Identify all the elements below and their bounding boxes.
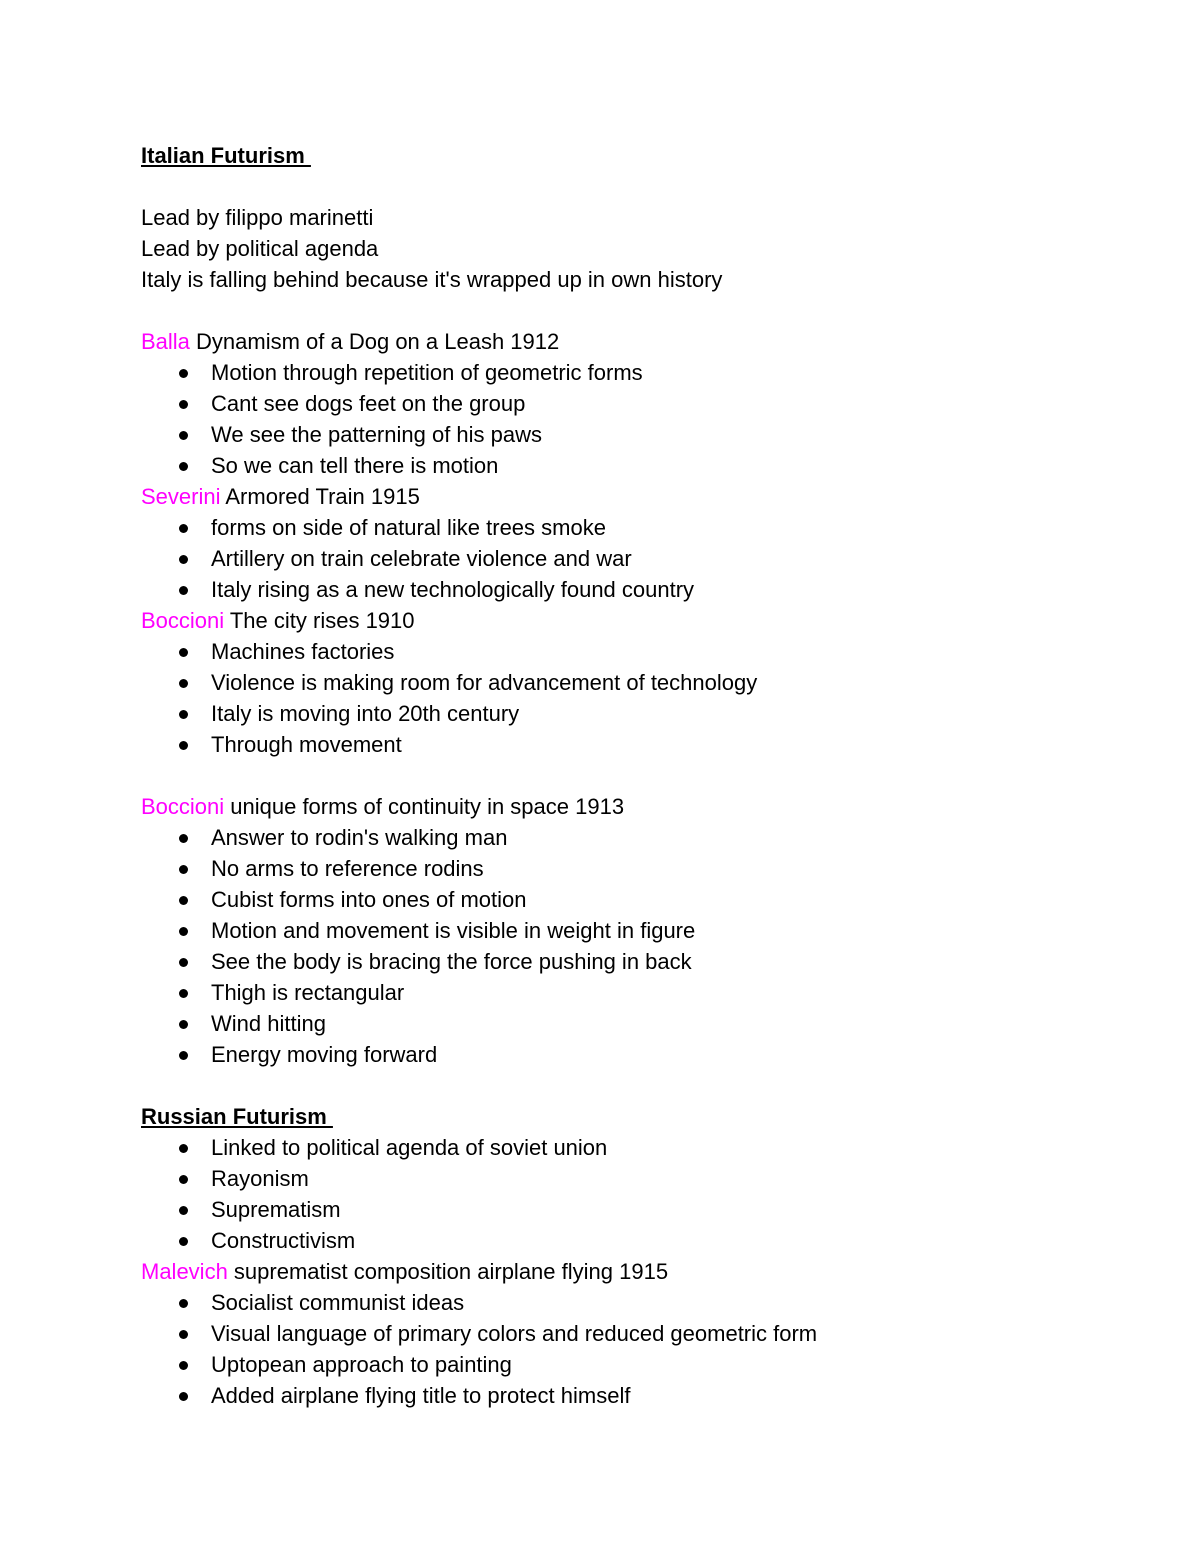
blank-line — [141, 760, 1101, 791]
list-item — [141, 822, 1101, 853]
bullet-icon — [179, 896, 188, 905]
list-item — [141, 1349, 1101, 1380]
list-item — [141, 1163, 1101, 1194]
list-item — [141, 419, 1101, 450]
list-item — [141, 636, 1101, 667]
document-body — [141, 140, 1101, 1411]
list-item-text: Through movement — [211, 732, 402, 757]
bullet-list — [141, 1132, 1101, 1256]
artist-name: Severini — [141, 484, 221, 509]
list-item-text: Visual language of primary colors and reduced geometric form — [211, 1321, 818, 1346]
blank-line — [141, 1070, 1101, 1101]
artwork-title: suprematist composition airplane flying 1915 — [227, 1259, 669, 1284]
list-item — [141, 1225, 1101, 1256]
bullet-icon — [179, 431, 188, 440]
list-item-text: Italy is moving into 20th century — [211, 701, 520, 726]
list-item — [141, 915, 1101, 946]
bullet-icon — [179, 710, 188, 719]
list-item-text: Artillery on train celebrate violence and war — [211, 546, 632, 571]
list-item-text: Socialist communist ideas — [211, 1290, 465, 1315]
artist-name: Malevich — [141, 1259, 228, 1284]
bullet-icon — [179, 369, 188, 378]
artwork-entry-severini — [141, 481, 1101, 512]
list-item-text: We see the patterning of his paws — [211, 422, 543, 447]
list-item-text: Violence is making room for advancement of technology — [211, 670, 758, 695]
list-item-text: Cubist forms into ones of motion — [211, 887, 527, 912]
bullet-icon — [179, 741, 188, 750]
bullet-icon — [179, 1237, 188, 1246]
list-item — [141, 1287, 1101, 1318]
italian-futurism-heading: Italian Futurism — [141, 143, 311, 168]
list-item — [141, 450, 1101, 481]
bullet-icon — [179, 648, 188, 657]
list-item-text: Machines factories — [211, 639, 395, 664]
list-item — [141, 698, 1101, 729]
bullet-icon — [179, 1361, 188, 1370]
artist-name: Boccioni — [141, 794, 225, 819]
artist-name: Balla — [141, 329, 190, 354]
intro-line: Lead by political agenda — [141, 236, 379, 261]
list-item — [141, 729, 1101, 760]
artwork-entry-boccioni-city — [141, 605, 1101, 636]
list-item-text: Added airplane flying title to protect himself — [211, 1383, 631, 1408]
bullet-icon — [179, 958, 188, 967]
list-item — [141, 574, 1101, 605]
artwork-title: Dynamism of a Dog on a Leash 1912 — [189, 329, 560, 354]
artwork-entry-balla — [141, 326, 1101, 357]
list-item — [141, 1318, 1101, 1349]
list-item — [141, 512, 1101, 543]
intro-line: Italy is falling behind because it's wrapped up in own history — [141, 267, 723, 292]
bullet-icon — [179, 865, 188, 874]
bullet-list — [141, 512, 1101, 605]
bullet-icon — [179, 989, 188, 998]
intro-line: Lead by filippo marinetti — [141, 205, 374, 230]
list-item-text: Motion and movement is visible in weight in figure — [211, 918, 696, 943]
list-item-text: Thigh is rectangular — [211, 980, 405, 1005]
list-item-text: Motion through repetition of geometric forms — [211, 360, 643, 385]
list-item-text: See the body is bracing the force pushing in back — [211, 949, 692, 974]
bullet-icon — [179, 1175, 188, 1184]
list-item-text: Suprematism — [211, 1197, 341, 1222]
artwork-entry-boccioni-forms — [141, 791, 1101, 822]
list-item — [141, 977, 1101, 1008]
bullet-icon — [179, 1020, 188, 1029]
bullet-icon — [179, 1330, 188, 1339]
artwork-title: unique forms of continuity in space 1913 — [224, 794, 625, 819]
bullet-icon — [179, 524, 188, 533]
list-item-text: Cant see dogs feet on the group — [211, 391, 526, 416]
bullet-icon — [179, 462, 188, 471]
artwork-title: The city rises 1910 — [224, 608, 415, 633]
bullet-list — [141, 357, 1101, 481]
list-item-text: So we can tell there is motion — [211, 453, 499, 478]
bullet-icon — [179, 555, 188, 564]
bullet-icon — [179, 586, 188, 595]
blank-line — [141, 171, 1101, 202]
bullet-icon — [179, 1392, 188, 1401]
bullet-list — [141, 636, 1101, 760]
bullet-icon — [179, 1299, 188, 1308]
list-item-text: Answer to rodin's walking man — [211, 825, 508, 850]
russian-futurism-heading: Russian Futurism — [141, 1104, 333, 1129]
artwork-entry-malevich — [141, 1256, 1101, 1287]
blank-line — [141, 295, 1101, 326]
bullet-list — [141, 1287, 1101, 1411]
list-item — [141, 853, 1101, 884]
list-item-text: Linked to political agenda of soviet union — [211, 1135, 608, 1160]
list-item-text: No arms to reference rodins — [211, 856, 484, 881]
bullet-icon — [179, 1206, 188, 1215]
list-item — [141, 667, 1101, 698]
list-item-text: Uptopean approach to painting — [211, 1352, 512, 1377]
list-item — [141, 388, 1101, 419]
bullet-icon — [179, 834, 188, 843]
list-item-text: Constructivism — [211, 1228, 356, 1253]
list-item — [141, 1194, 1101, 1225]
list-item — [141, 357, 1101, 388]
list-item-text: Italy rising as a new technologically found country — [211, 577, 695, 602]
list-item — [141, 884, 1101, 915]
list-item — [141, 1132, 1101, 1163]
list-item — [141, 1008, 1101, 1039]
list-item-text: forms on side of natural like trees smoke — [211, 515, 606, 540]
list-item-text: Wind hitting — [211, 1011, 326, 1036]
bullet-icon — [179, 400, 188, 409]
list-item — [141, 1039, 1101, 1070]
bullet-icon — [179, 1144, 188, 1153]
bullet-list — [141, 822, 1101, 1070]
bullet-icon — [179, 927, 188, 936]
artist-name: Boccioni — [141, 608, 225, 633]
list-item — [141, 946, 1101, 977]
list-item — [141, 543, 1101, 574]
list-item-text: Energy moving forward — [211, 1042, 438, 1067]
bullet-icon — [179, 679, 188, 688]
list-item — [141, 1380, 1101, 1411]
bullet-icon — [179, 1051, 188, 1060]
artwork-title: Armored Train 1915 — [220, 484, 420, 509]
list-item-text: Rayonism — [211, 1166, 309, 1191]
